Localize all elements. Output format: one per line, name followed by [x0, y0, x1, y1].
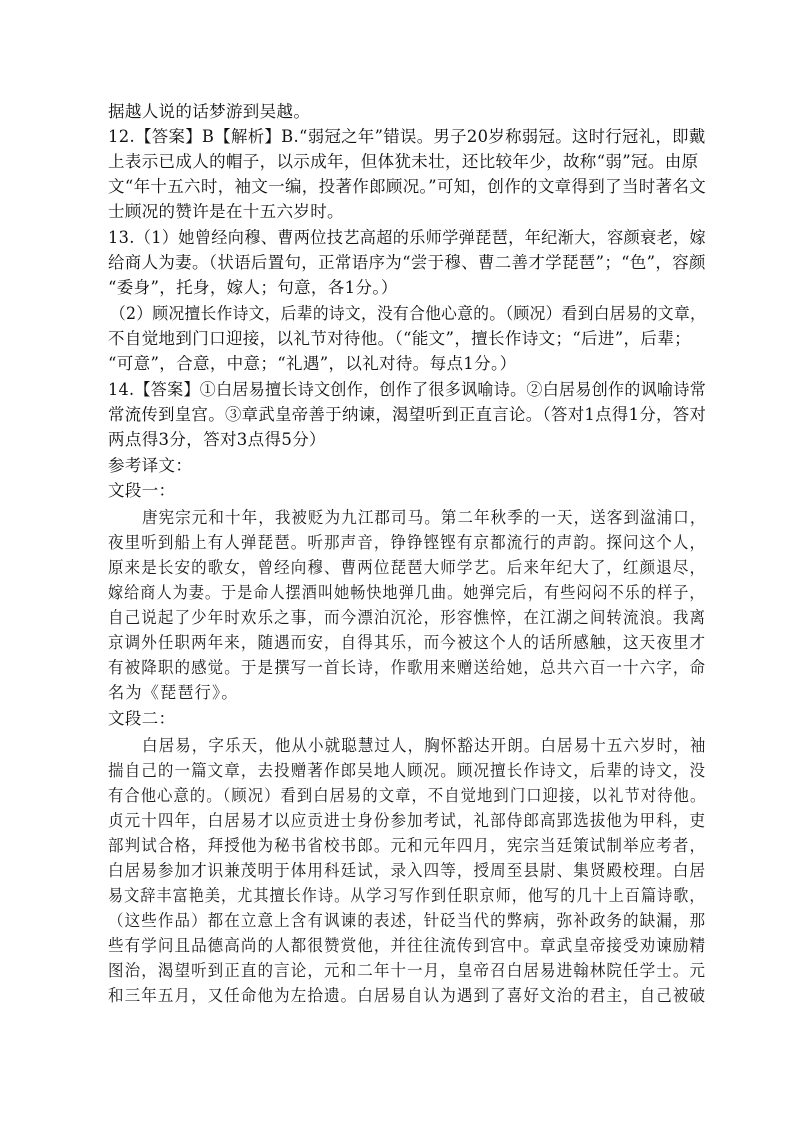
q14-line: 常流传到皇宫。③章武皇帝善于纳谏，渴望听到正直言论。（答对1点得1分，答对	[108, 405, 707, 424]
q14-line: 两点得3分，答对3点得5分）	[108, 430, 326, 449]
translation-line: 京调外任职两年来，随遇而安，自得其乐，而今被这个人的话所感触，这天夜里才	[108, 633, 707, 652]
segment-two-heading: 文段二：	[108, 709, 176, 728]
q13-line: （2）顾况擅长作诗文，后辈的诗文，没有合他心意的。（顾况）看到白居易的文章，	[110, 304, 707, 323]
q12-line: 上表示已成人的帽子，以示成年，但体犹未壮，还比较年少，故称“弱”冠。由原	[108, 152, 699, 171]
translation-line: 易文辞丰富艳美，尤其擅长作诗。从学习写作到任职京师，他写的几十上百篇诗歌，	[108, 886, 706, 905]
translation-line: 贞元十四年，白居易才以应贡进士身份参加考试，礼部侍郎高郢选拔他为甲科，吏	[108, 811, 707, 830]
q13-line: 给商人为妻。（状语后置句，正常语序为“尝于穆、曹二善才学琵琶”；“色”，容颜	[108, 253, 706, 272]
translation-line: 和三年五月，又任命他为左拾遗。白居易自认为遇到了喜好文治的君主，自己被破	[108, 986, 707, 1005]
translation-line: 揣自己的一篇文章，去投赠著作郎吴地人顾况。顾况擅长作诗文，后辈的诗文，没	[108, 761, 707, 780]
translation-line: 白居易参加才识兼茂明于体用科廷试，录入四等，授周至县尉、集贤殿校理。白居	[108, 861, 707, 880]
translation-line: 图治，渴望听到正直的言论，元和二年十一月，皇帝召白居易进翰林院任学士。元	[108, 961, 707, 980]
q12-line: 士顾况的赞许是在十五六岁时。	[108, 202, 344, 221]
translation-line: 有被降职的感觉。于是撰写一首长诗，作歌用来赠送给她，总共六百一十六字，命	[108, 658, 707, 677]
translation-line: 部判试合格，拜授他为秘书省校书郎。元和元年四月，宪宗当廷策试制举应考者，	[108, 836, 707, 855]
translation-line: 有合他心意的。（顾况）看到白居易的文章，不自觉地到门口迎接，以礼节对待他。	[108, 786, 707, 805]
segment-one-heading: 文段一：	[108, 481, 176, 500]
translation-line: 名为《琵琶行》。	[108, 683, 239, 702]
translation-line: 唐宪宗元和十年，我被贬为九江郡司马。第二年秋季的一天，送客到湓浦口，	[142, 508, 707, 527]
translation-line: 些有学问且品德高尚的人都很赞赏他，并往往流传到宫中。章武皇帝接受劝谏励精	[108, 936, 707, 955]
q14-line: 14.【答案】①白居易擅长诗文创作，创作了很多讽喻诗。②白居易创作的讽喻诗常	[108, 380, 707, 399]
translation-line: 原来是长安的歌女，曾经向穆、曹两位琵琶大师学艺。后来年纪大了，红颜退尽，	[108, 558, 707, 577]
q13-line: 13.（1）她曾经向穆、曹两位技艺高超的乐师学弹琵琶，年纪渐大，容颜衰老，嫁	[108, 228, 707, 247]
translation-line: （这些作品）都在立意上含有讽谏的表述，针砭当代的弊病，弥补政务的缺漏，那	[108, 911, 707, 930]
q12-line: 文“年十五六时，袖文一编，投著作郎顾况。”可知，创作的文章得到了当时著名文	[108, 177, 707, 196]
translation-line: 嫁给商人为妻。于是命人摆酒叫她畅快地弹几曲。她弹完后，有些闷闷不乐的样子，	[108, 583, 706, 602]
text-line: 据越人说的话梦游到吴越。	[108, 102, 311, 121]
q13-line: 不自觉地到门口迎接，以礼节对待他。（“能文”，擅长作诗文；“后进”，后辈；	[108, 329, 691, 348]
q13-line: “可意”，合意，中意；“礼遇”，以礼对待。每点1分。）	[108, 354, 517, 373]
reference-translation-heading: 参考译文：	[108, 456, 193, 475]
q12-line: 12.【答案】B【解析】B.“弱冠之年”错误。男子20岁称弱冠。这时行冠礼，即戴	[108, 127, 706, 146]
q13-line: “委身”，托身，嫁人；句意，各1分。）	[108, 278, 398, 297]
translation-line: 夜里听到船上有人弹琵琶。听那声音，铮铮铿铿有京都流行的声韵。探问这个人，	[108, 533, 707, 552]
translation-line: 自己说起了少年时欢乐之事，而今漂泊沉沦，形容憔悴，在江湖之间转流浪。我离	[108, 608, 707, 627]
translation-line: 白居易，字乐天，他从小就聪慧过人，胸怀豁达开朗。白居易十五六岁时，袖	[142, 736, 707, 755]
